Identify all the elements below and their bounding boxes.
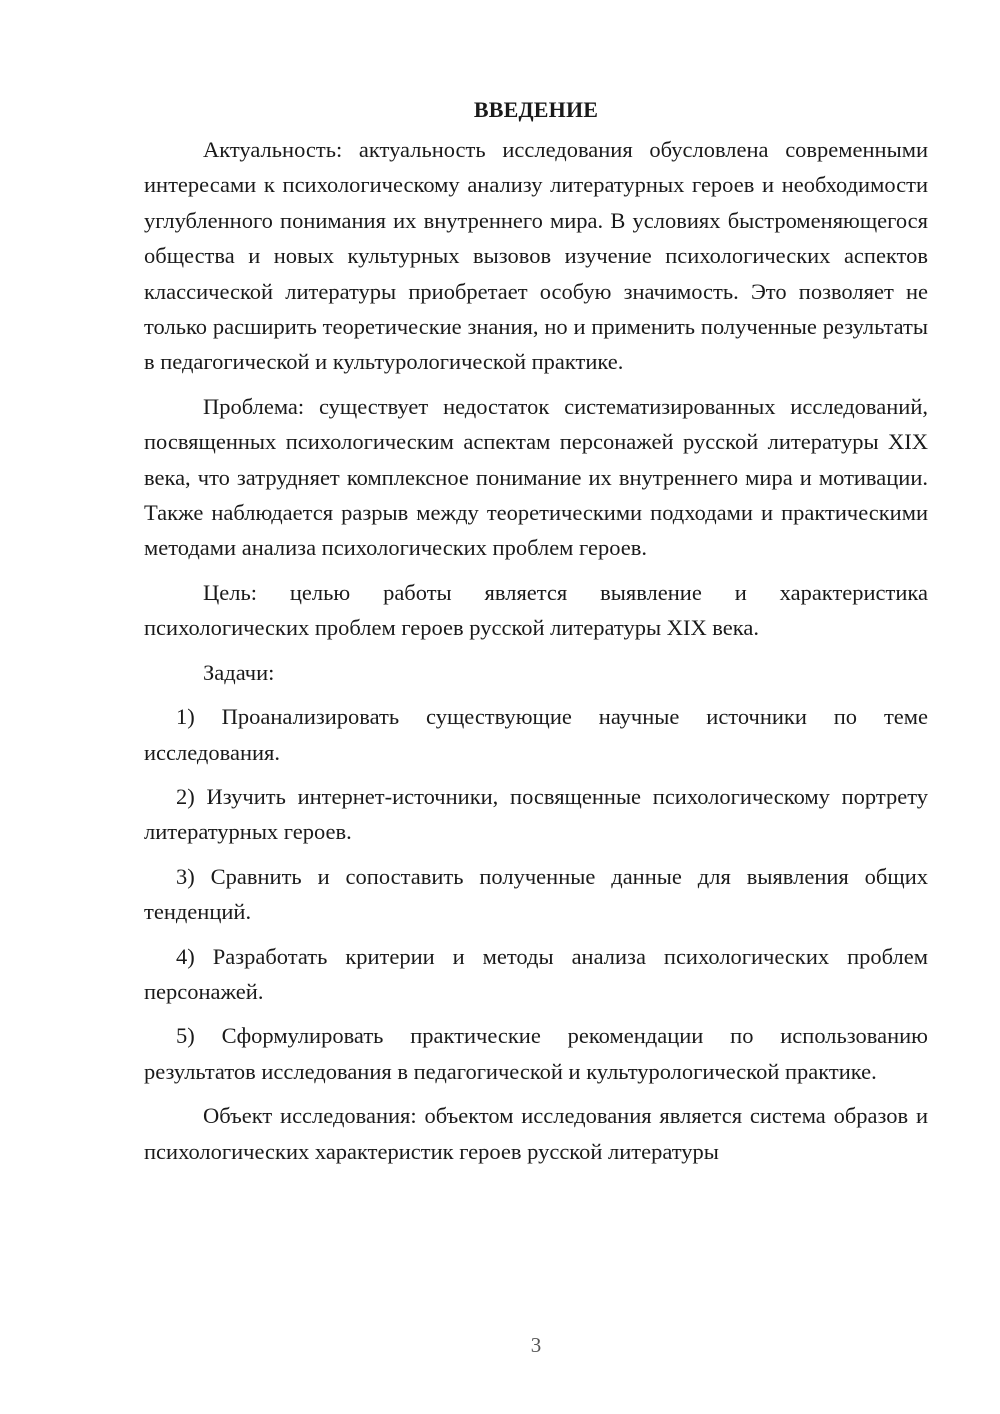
paragraph-object: Объект исследования: объектом исследования является система образов и психологических характеристик героев русской литературы xyxy=(144,1103,928,1164)
paragraph-goal: Цель: целью работы является выявление и характеристика психологических проблем героев русской литературы XIX века. xyxy=(144,579,928,641)
document-title: ВВЕДЕНИЕ xyxy=(473,97,599,122)
task-item-4: 4) Разработать критерии и методы анализа психологических проблем персонажей. xyxy=(144,943,928,1004)
document-page xyxy=(144,96,928,1178)
task-item-5: 5) Сформулировать практические рекомендации по использованию результатов исследования в педагогической и культурологической практике. xyxy=(144,1023,928,1084)
task-item-3: 3) Сравнить и сопоставить полученные данные для выявления общих тенденций. xyxy=(144,863,928,925)
paragraph-relevance: Актуальность: актуальность исследования обусловлена современными интересами к психологическому анализу литературных героев и необходимости углубленного понимания их внутреннего мира. В условиях быстроменяющегося общества и новых культурных вызовов изучение психологических аспектов классической литературы приобретает особую значимость. Это позволяет не только расширить теоретические знания, но и применить полученные результаты в педагогической и культурологической практике. xyxy=(144,137,928,375)
page-number: 3 xyxy=(530,1333,542,1357)
task-item-1: 1) Проанализировать существующие научные источники по теме исследования. xyxy=(144,704,928,765)
task-item-2: 2) Изучить интернет-источники, посвященные психологическому портрету литературных героев. xyxy=(144,783,928,845)
paragraph-problem: Проблема: существует недостаток систематизированных исследований, посвященных психологическим аспектам персонажей русской литературы XIX века, что затрудняет комплексное понимание их внутреннего мира и мотивации. Также наблюдается разрыв между теоретическими подходами и практическими методами анализа психологических проблем героев. xyxy=(144,393,928,561)
paragraph-tasks-heading: Задачи: xyxy=(203,659,275,685)
